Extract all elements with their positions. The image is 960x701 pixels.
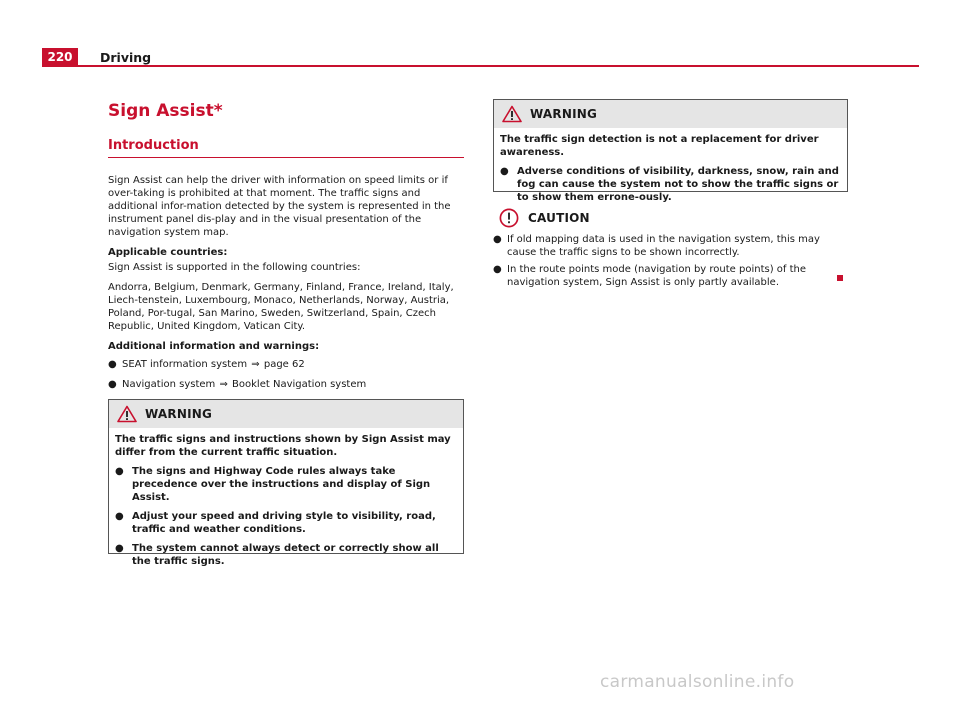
countries-heading: Applicable countries: (108, 247, 228, 258)
header-divider (78, 65, 919, 67)
warning-intro: The traffic signs and instructions shown by Sign Assist may differ from the current traffic situation. (115, 434, 451, 458)
list-item (493, 263, 848, 289)
warning-triangle-icon (502, 105, 522, 123)
section-end-marker (837, 275, 843, 281)
page-title: Sign Assist* (108, 101, 223, 121)
warning-triangle-icon (117, 405, 137, 423)
countries-intro: Sign Assist is supported in the following countries: (108, 262, 361, 273)
list-item-text: Navigation system (122, 379, 216, 390)
list-item-text: The signs and Highway Code rules always take precedence over the instructions and display of Sign Assist. (132, 466, 431, 503)
warning-title: WARNING (530, 107, 598, 121)
caution-header (493, 207, 848, 229)
caution-circle-icon (499, 208, 519, 228)
page-header (42, 48, 919, 68)
bullet-icon: ● (115, 511, 124, 522)
list-item-text: In the route points mode (navigation by route points) of the navigation system, Sign Assist is only partly available. (507, 264, 807, 288)
caution-box (493, 207, 848, 289)
bullet-icon: ● (493, 234, 502, 245)
bullet-icon: ● (115, 466, 124, 477)
additional-info-heading: Additional information and warnings: (108, 341, 320, 352)
list-item-text: Adjust your speed and driving style to visibility, road, traffic and weather conditions. (132, 511, 436, 535)
list-item (115, 542, 457, 568)
list-item (115, 510, 457, 536)
bullet-icon: ● (108, 379, 117, 390)
warning-box (493, 99, 848, 203)
bullet-icon: ● (500, 166, 509, 177)
list-item (493, 233, 848, 259)
warning-header (109, 400, 463, 428)
page-reference-link[interactable]: page 62 (263, 359, 305, 370)
bullet-icon: ● (115, 543, 124, 554)
warning-body (494, 128, 847, 210)
booklet-reference-link[interactable]: Booklet Navigation system (232, 379, 367, 390)
list-item-text: If old mapping data is used in the navigation system, this may cause the traffic signs to be shown incorrectly. (507, 234, 820, 258)
caution-body (493, 233, 848, 289)
bullet-icon: ● (493, 264, 502, 275)
caution-title: CAUTION (528, 211, 590, 225)
page-number-badge (42, 48, 78, 67)
list-item-text: SEAT information system (122, 359, 248, 370)
list-item-text: The system cannot always detect or correctly show all the traffic signs. (132, 543, 439, 567)
arrow-right-icon: ⇒ (251, 359, 260, 370)
arrow-right-icon: ⇒ (219, 379, 228, 390)
intro-paragraph: Sign Assist can help the driver with information on speed limits or if over-taking is prohibited at that moment. The traffic signs and additional infor-mation detected by the system is represented in the instrument panel dis-play and in the visual presentation of the navigation system map. (108, 175, 451, 238)
warning-title: WARNING (145, 407, 213, 421)
list-item-text: Adverse conditions of visibility, darkness, snow, rain and fog can cause the system not to show the traffic signs or to show them errone-ously. (517, 166, 839, 203)
warning-body (109, 428, 463, 574)
warning-intro: The traffic sign detection is not a replacement for driver awareness. (500, 134, 819, 158)
bullet-icon: ● (108, 359, 117, 370)
list-item (108, 358, 464, 371)
warning-header (494, 100, 847, 128)
right-column (493, 99, 848, 289)
list-item (115, 465, 457, 504)
list-item (108, 378, 464, 391)
section-title: Driving (100, 50, 152, 65)
left-column (108, 100, 464, 391)
watermark: carmanualsonline.info (600, 672, 795, 692)
countries-list: Andorra, Belgium, Denmark, Germany, Finland, France, Ireland, Italy, Liech-tenstein, Luxembourg, Monaco, Netherlands, Norway, Austria, Poland, Por-tugal, San Marino, Sweden, Switzerland, Spain, Czech Republic, United Kingdom, Vatican City. (108, 282, 454, 332)
list-item (500, 165, 841, 204)
section-subtitle: Introduction (108, 138, 464, 158)
warning-box (108, 399, 464, 567)
page-number: 220 (47, 50, 73, 64)
